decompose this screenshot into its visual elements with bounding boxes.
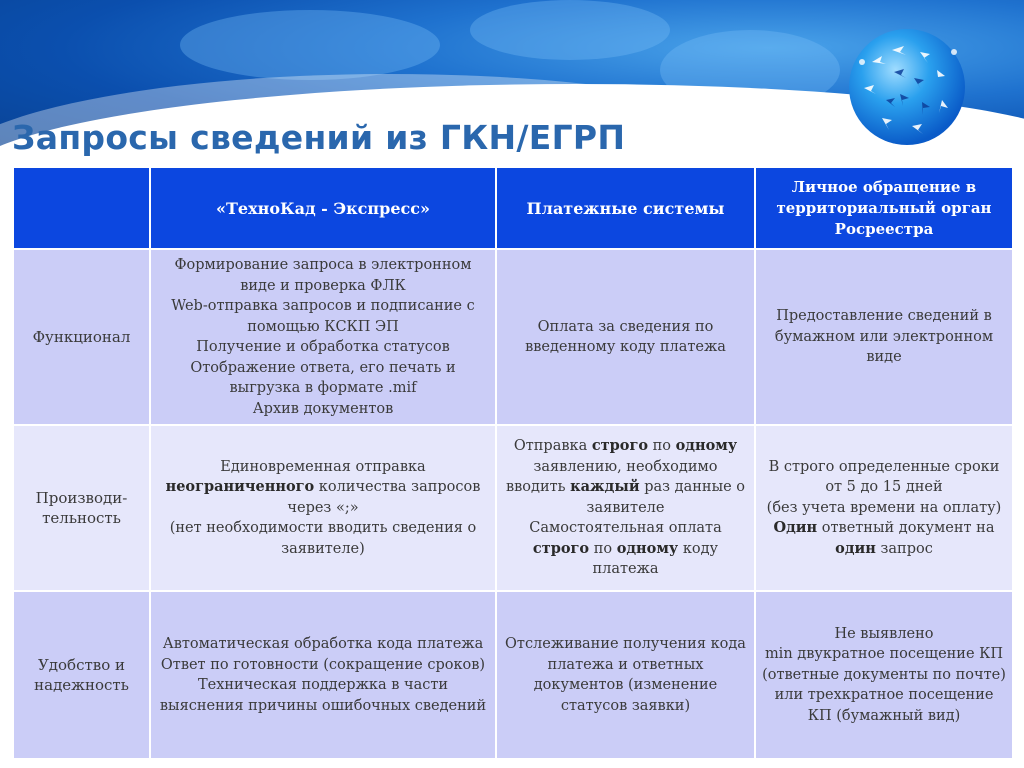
cell-paragraph (503, 436, 748, 518)
text: Единовременная отправка (220, 458, 426, 475)
cell-payment-reliability: Отслеживание получения кода платежа и ответных документов (изменение статусов заявки) (496, 591, 755, 759)
cell-paragraph (503, 518, 748, 580)
text: запрос (875, 540, 933, 557)
cell-payment-performance (496, 425, 755, 591)
cell-payment-functionality: Оплата за сведения по введенному коду платежа (496, 249, 755, 425)
bold-text: одному (616, 539, 679, 557)
cell-paragraph (157, 457, 489, 519)
bold-text: Один (773, 519, 818, 537)
table-row (13, 425, 1013, 591)
cell-visit-performance (755, 425, 1013, 591)
text: раз данные о заявителе (586, 479, 746, 516)
table-row (13, 249, 1013, 425)
bold-text: каждый (570, 478, 640, 496)
table-row (13, 591, 1013, 759)
cell-technokad-performance (150, 425, 496, 591)
corner-header (13, 167, 150, 249)
text: по (648, 438, 676, 455)
cell-line: Техническая поддержка в части выяснения причины ошибочных сведений (159, 677, 487, 714)
text: Самостоятельная оплата (529, 520, 722, 537)
page-title: Запросы сведений из ГКН/ЕГРП (12, 118, 626, 157)
row-label-functionality: Функционал (13, 249, 150, 425)
text: коду платежа (592, 540, 719, 578)
row-label-performance: Производи-тельность (13, 425, 150, 591)
bold-text: строго (532, 539, 590, 557)
cell-line: min двукратное посещение КП (ответные документы по почте) или трехкратное посещение КП (бумажный вид) (762, 646, 1006, 724)
cell-line: Архив документов (252, 400, 394, 417)
cell-paragraph (762, 518, 1006, 559)
cell-paragraph: (нет необходимости вводить сведения о заявителе) (169, 520, 477, 557)
cell-paragraph: (без учета времени на оплату) (766, 499, 1002, 516)
cell-line: Не выявлено (834, 625, 934, 642)
comparison-table (12, 166, 1014, 760)
cell-visit-reliability (755, 591, 1013, 759)
header-personal-visit: Личное обращение в территориальный орган Росреестра (755, 167, 1013, 249)
row-label-reliability: Удобство и надежность (13, 591, 150, 759)
header-row (13, 167, 1013, 249)
cell-line: Отображение ответа, его печать и выгрузка в формате .mif (190, 359, 456, 396)
text: по (589, 540, 617, 557)
globe-logo-icon (842, 22, 972, 152)
cell-line: Автоматическая обработка кода платежа (162, 636, 484, 652)
cell-line: Получение и обработка статусов (196, 339, 450, 355)
text: количества запросов через «;» (287, 479, 481, 516)
bold-text: одному (675, 437, 738, 455)
cell-technokad-functionality (150, 249, 496, 425)
cell-line: Ответ по готовности (сокращение сроков) (160, 656, 486, 673)
header-payment-systems: Платежные системы (496, 167, 755, 249)
header-technokad: «ТехноКад - Экспресс» (150, 167, 496, 249)
bold-text: неограниченного (165, 478, 315, 496)
bold-text: строго (591, 437, 649, 455)
bold-text: один (835, 539, 876, 557)
cell-visit-functionality: Предоставление сведений в бумажном или электронном виде (755, 249, 1013, 425)
cell-paragraph: В строго определенные сроки от 5 до 15 дней (768, 458, 1000, 496)
text: ответный документ на (817, 520, 995, 537)
text: Отправка (513, 438, 592, 455)
cell-technokad-reliability (150, 591, 496, 759)
text: заявлению, необходимо вводить (505, 458, 718, 496)
cell-line: Web-отправка запросов и подписание с помощью КСКП ЭП (171, 298, 475, 335)
cell-line: Формирование запроса в электронном виде и проверка ФЛК (174, 257, 472, 294)
